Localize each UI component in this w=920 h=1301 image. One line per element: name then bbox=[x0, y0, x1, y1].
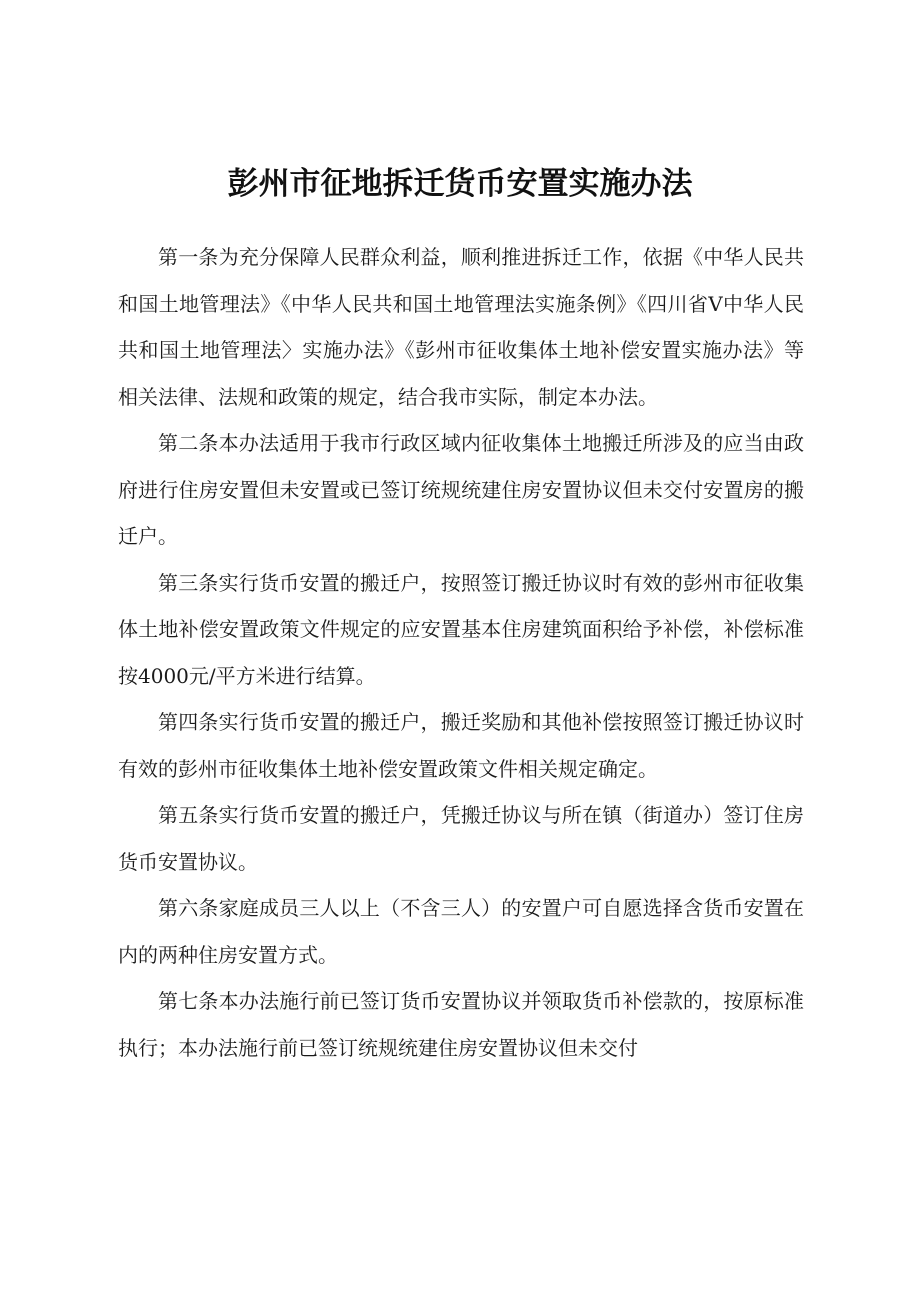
article-3: 第三条实行货币安置的搬迁户，按照签订搬迁协议时有效的彭州市征收集体土地补偿安置政策文件规定的应安置基本住房建筑面积给予补偿，补偿标准按4000元/平方米进行结算。 bbox=[118, 570, 804, 688]
document-title: 彭州市征地拆迁货币安置实施办法 bbox=[227, 166, 693, 202]
article-1: 第一条为充分保障人民群众利益，顺利推进拆迁工作，依据《中华人民共和国土地管理法》《中华人民共和国土地管理法实施条例》《四川省V中华人民共和国土地管理法〉实施办法》《彭州市征收集体土地补偿安置实施办法》等相关法律、法规和政策的规定，结合我市实际，制定本办法。 bbox=[118, 245, 804, 409]
article-5: 第五条实行货币安置的搬迁户，凭搬迁协议与所在镇（街道办）签订住房货币安置协议。 bbox=[118, 803, 804, 874]
article-6: 第六条家庭成员三人以上（不含三人）的安置户可自愿选择含货币安置在内的两种住房安置方式。 bbox=[118, 896, 804, 967]
article-2: 第二条本办法适用于我市行政区域内征收集体土地搬迁所涉及的应当由政府进行住房安置但未安置或已签订统规统建住房安置协议但未交付安置房的搬迁户。 bbox=[118, 431, 804, 548]
document-body bbox=[118, 234, 804, 1071]
article-4: 第四条实行货币安置的搬迁户，搬迁奖励和其他补偿按照签订搬迁协议时有效的彭州市征收集体土地补偿安置政策文件相关规定确定。 bbox=[118, 710, 804, 781]
article-7: 第七条本办法施行前已签订货币安置协议并领取货币补偿款的，按原标准执行；本办法施行前已签订统规统建住房安置协议但未交付 bbox=[118, 989, 804, 1060]
